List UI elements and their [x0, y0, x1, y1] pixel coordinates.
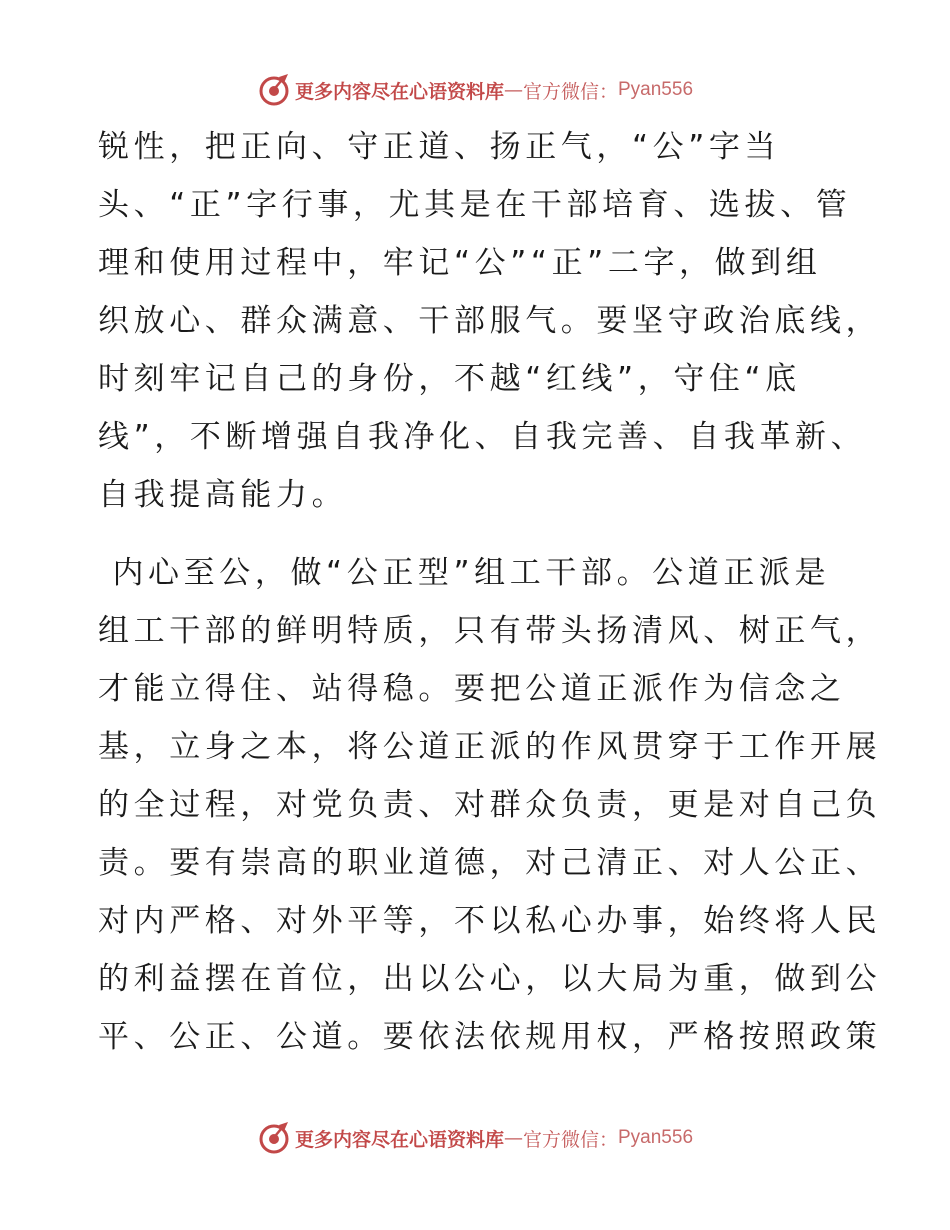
footer-brand-text: 更多内容尽在心语资料库	[294, 1128, 504, 1151]
text-line	[98, 1066, 858, 1124]
footer-dash: —	[503, 1127, 523, 1149]
footer-watermark	[0, 1118, 950, 1158]
text-line: 时刻牢记自己的身份，不越“红线”，守住“底	[98, 361, 801, 397]
text-line: 的全过程，对党负责、对群众负责，更是对自己负	[98, 787, 882, 823]
header-brand-text: 更多内容尽在心语资料库	[294, 80, 504, 103]
footer-wechat-label: 官方微信：	[522, 1128, 618, 1151]
text-line: 责。要有崇高的职业道德，对己清正、对人公正、	[98, 845, 882, 881]
text-line: 对内严格、对外平等，不以私心办事，始终将人民	[98, 903, 882, 939]
text-line: 才能立得住、站得稳。要把公道正派作为信念之	[98, 671, 846, 707]
text-line: 组工干部的鲜明特质，只有带头扬清风、树正气，	[98, 613, 882, 649]
text-line: 线”，不断增强自我净化、自我完善、自我革新、	[98, 419, 867, 455]
text-line: 锐性，把正向、守正道、扬正气，“公”字当	[98, 129, 781, 165]
footer-wechat-id: Pyan556	[618, 1127, 694, 1148]
header-wechat-id: Pyan556	[618, 79, 694, 100]
text-line: 理和使用过程中，牢记“公”“正”二字，做到组	[98, 245, 822, 281]
text-line: 内心至公，做“公正型”组工干部。公道正派是	[98, 555, 831, 591]
text-line: 自我提高能力。	[98, 477, 348, 513]
paragraph-gap	[98, 524, 858, 544]
header-wechat-label: 官方微信：	[522, 80, 618, 103]
brush-logo-icon	[257, 1121, 291, 1155]
brush-logo-icon	[257, 73, 291, 107]
paragraph	[98, 544, 882, 1124]
text-line: 的利益摆在首位，出以公心，以大局为重，做到公	[98, 961, 882, 997]
paragraph	[98, 118, 882, 524]
text-line: 织放心、群众满意、干部服气。要坚守政治底线，	[98, 303, 882, 339]
header-dash: —	[503, 79, 523, 101]
header-watermark	[0, 70, 950, 110]
text-line: 平、公正、公道。要依法依规用权，严格按照政策	[98, 1019, 882, 1055]
body-text	[98, 118, 882, 1124]
text-line: 头、“正”字行事，尤其是在干部培育、选拔、管	[98, 187, 852, 223]
text-line: 基，立身之本，将公道正派的作风贯穿于工作开展	[98, 729, 882, 765]
